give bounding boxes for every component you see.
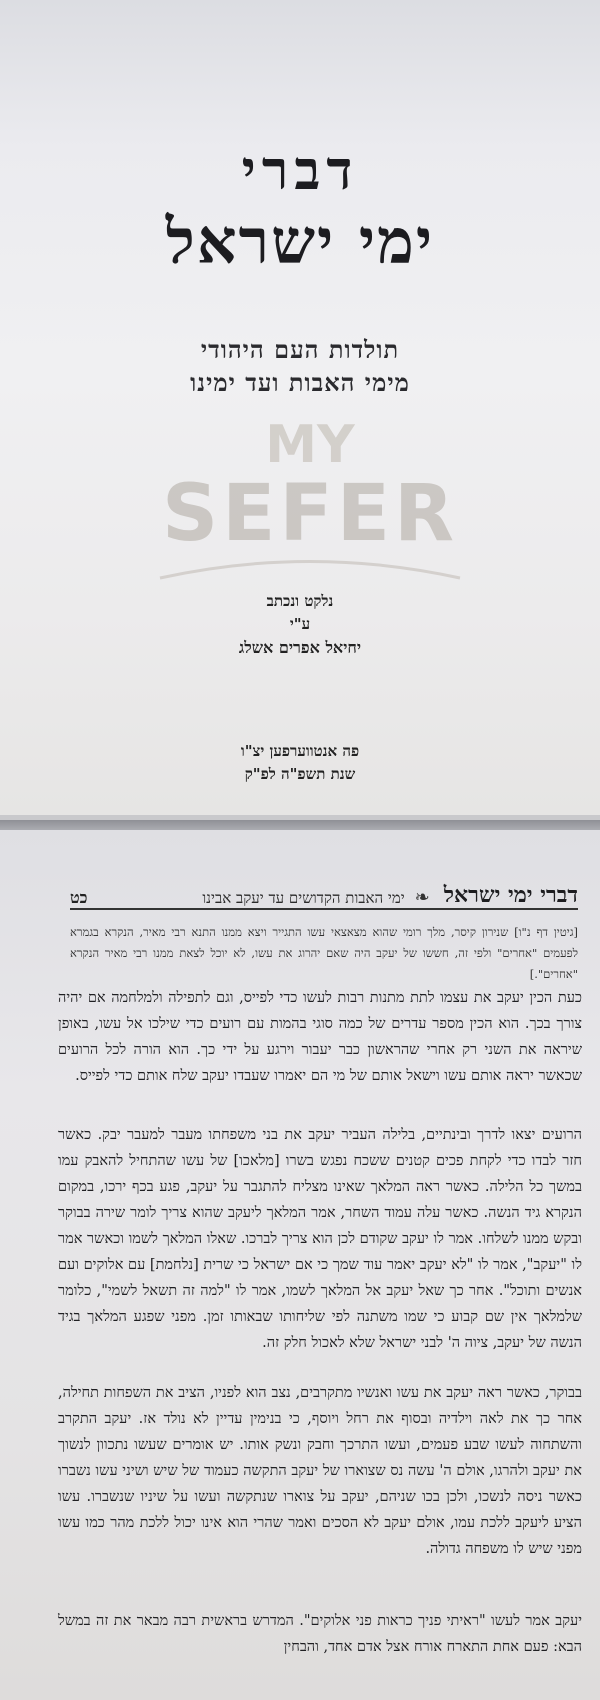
mysefer-watermark-logo <box>140 400 480 580</box>
footnote: [גיטין דף נ"ו] שנירון קיסר, מלך רומי שהוא מצאצאי עשו התגייר ויצא ממנו התנא רבי מאיר, הנקרא בגמרא לפעמים "אחרים" ולפי זה, חששו של יעקב היה שאם יהרוג את עשו, לא יוכל לצאת ממנו רבי מאיר הנקרא "אחרים".] <box>70 925 578 981</box>
paragraph-3: בבוקר, כאשר ראה יעקב את עשו ואנשיו מתקרבים, נצב הוא לפניו, הציב את השפחות תחילה, אחר כך את לאה וילדיה ובסוף את רחל ויוסף, כי בנימין עדיין לא נולד אז. יעקב התקרב והשתחוה לעשו שבע פעמים, ועשו התרכך וחבק ונשק אותו. יש אומרים שעשו נתכוון לנשוך את יעקב ולהרגו, אולם ה' עשה נס שצוארו של יעקב התקשה כעמוד של שיש ושיני עשו נשברו כאשר ניסה לנשכו, ולכן בכו שניהם, יעקב על צוארו שנתקשה ועשו על שיניו שנשברו. עשו הציע ליעקב ללכת עמו, אולם יעקב לא הסכים ואמר שהרי הוא אינו יכול ללכת מהר כמו עשו מפני שיש לו משפחה גדולה. <box>58 1385 582 1557</box>
publication-place: פה אנטווערפען יצ"ו <box>240 742 360 760</box>
running-title: דברי ימי ישראל <box>443 882 578 908</box>
subtitle-line2: מימי האבות ועד ימינו <box>190 368 410 397</box>
book-title-line1: דברי <box>241 138 359 202</box>
paragraph-2: הרועים יצאו לדרך ובינתיים, בלילה העביר יעקב את בני משפחתו מעבר למעבר יבק. כאשר חזר לבדו כדי לקחת פכים קטנים ששכח נפגש בשרו [מלאכו] של עשו שהתחיל להאבק עמו במשך כל הלילה. כאשר ראה המלאך שאינו מצליח להתגבר על יעקב, פגע בכף ירכו, במקום הנקרא גיד הנשה. כאשר עלה עמוד השחר, אמר המלאך ליעקב שהוא צריך לומר שירה בבוקר ובקש ממנו לשלחו. אמר לו יעקב שקודם לכן הוא צריך לברכו. שאלו המלאך לשמו וכאשר אמר לו "יעקב", אמר לו "לא יעקב יאמר עוד שמך כי אם ישראל כי שרית [נלחמת] עם אלוקים ועם אנשים ותוכל". אחר כך שאל יעקב אל המלאך לשמו, אמר לו "למה זה תשאל לשמי", כלומר שלמלאך אין שם קבוע כי שמו משתנה לפי שליחותו שבאותו זמן. מפני שפגע המלאך בגיד הנשה של יעקב, ציוה ה' לבני ישראל שלא לאכול חלק זה. <box>58 1127 582 1351</box>
running-subtitle: ימי האבות הקדושים עד יעקב אבינו <box>202 889 405 907</box>
title-page <box>0 0 600 815</box>
by-label: ע"י <box>289 615 311 633</box>
svg-text:MY: MY <box>265 415 355 475</box>
author-name: יחיאל אפרים אשלג <box>238 638 362 657</box>
paragraph-1: כעת הכין יעקב את עצמו לתת מתנות רבות לעשו כדי לפייס, וגם לתפילה ולמלחמה אם יהיה צורך בכך. הוא הכין מספר עדרים של כמה סוגי בהמות עם רועים כדי שילכו אל עשו, באופן שיראה את השני רק אחרי שהראשון כבר יעבור וירגע על ידי כך. הוא הורה לכל הרועים שכאשר יראה אותם עשו וישאל אותם של מי הם יאמרו שעבדו יעקב שלח אותם כדי לפייס. <box>58 990 582 1084</box>
subtitle-line1: תולדות העם היהודי <box>200 335 400 364</box>
paragraph-4: יעקב אמר לעשו "ראיתי פניך כראות פני אלוקים". המדרש בראשית רבה מבאר את זה במשל הבא: פעם אחת התארח אורח אצל אדם אחד, והבחין <box>58 1613 582 1655</box>
publication-year: שנת תשפ"ה לפ"ק <box>244 765 356 783</box>
book-title-line2: ימי ישראל <box>165 205 435 278</box>
svg-text:SEFER: SEFER <box>161 469 459 559</box>
ornament-icon: ❧ <box>414 887 430 908</box>
page-number: כט <box>70 888 88 907</box>
compiled-label: נלקט ונכתב <box>266 592 334 610</box>
running-header <box>70 868 578 910</box>
